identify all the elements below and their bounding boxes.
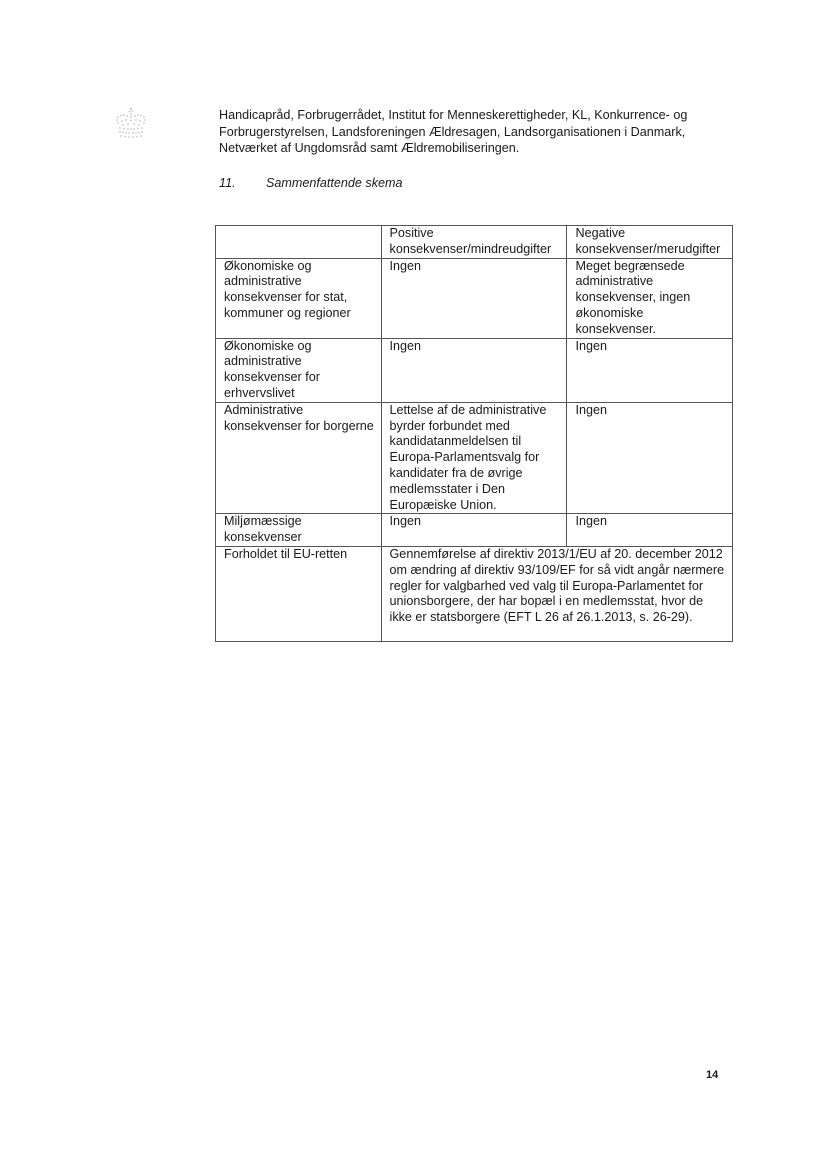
table-row [216,258,733,338]
eu-label-cell: Forholdet til EU-retten [216,546,382,641]
table-row [216,338,733,402]
table-row [216,402,733,514]
row-negative-cell: Meget begrænsede administrative konsekvenser, ingen økonomiske konsekvenser. [567,258,733,338]
table-header-row [216,226,733,259]
row-positive-cell: Ingen [381,514,567,547]
section-number: 11. [219,176,236,190]
crown-logo-icon [112,106,150,140]
row-positive-cell: Lettelse af de administrative byrder forbundet med kandidatanmeldelsen til Europa-Parlamentsvalg for kandidater fra de øvrige medlemsstater i Den Europæiske Union. [381,402,567,514]
row-negative-cell: Ingen [567,514,733,547]
row-negative-cell: Ingen [567,338,733,402]
row-positive-cell: Ingen [381,338,567,402]
row-label-cell: Administrative konsekvenser for borgerne [216,402,382,514]
table-row [216,514,733,547]
section-heading [219,176,403,190]
section-title: Sammenfattende skema [266,176,403,190]
header-negative-cell: Negative konsekvenser/merudgifter [567,226,733,259]
row-label-cell: Miljømæssige konsekvenser [216,514,382,547]
row-label-cell: Økonomiske og administrative konsekvenser for erhvervslivet [216,338,382,402]
header-positive-cell: Positive konsekvenser/mindreudgifter [381,226,567,259]
summary-table [215,225,733,642]
eu-text-cell: Gennemførelse af direktiv 2013/1/EU af 20. december 2012 om ændring af direktiv 93/109/EF for så vidt angår nærmere regler for valgbarhed ved valg til Europa-Parlamentet for unionsborgere, der har bopæl i en medlemsstat, hvor de ikke er statsborgere (EFT L 26 af 26.1.2013, s. 26-29). [381,546,732,641]
row-positive-cell: Ingen [381,258,567,338]
page-number: 14 [706,1069,719,1081]
header-empty-cell [216,226,382,259]
row-label-cell: Økonomiske og administrative konsekvenser for stat, kommuner og regioner [216,258,382,338]
table-row-eu [216,546,733,641]
row-negative-cell: Ingen [567,402,733,514]
intro-paragraph: Handicapråd, Forbrugerrådet, Institut for Menneskerettigheder, KL, Konkurrence- og Forbrugerstyrelsen, Landsforeningen Ældresagen, Landsorganisationen i Danmark, Netværket af Ungdomsråd samt Ældremobiliseringen. [219,108,688,155]
